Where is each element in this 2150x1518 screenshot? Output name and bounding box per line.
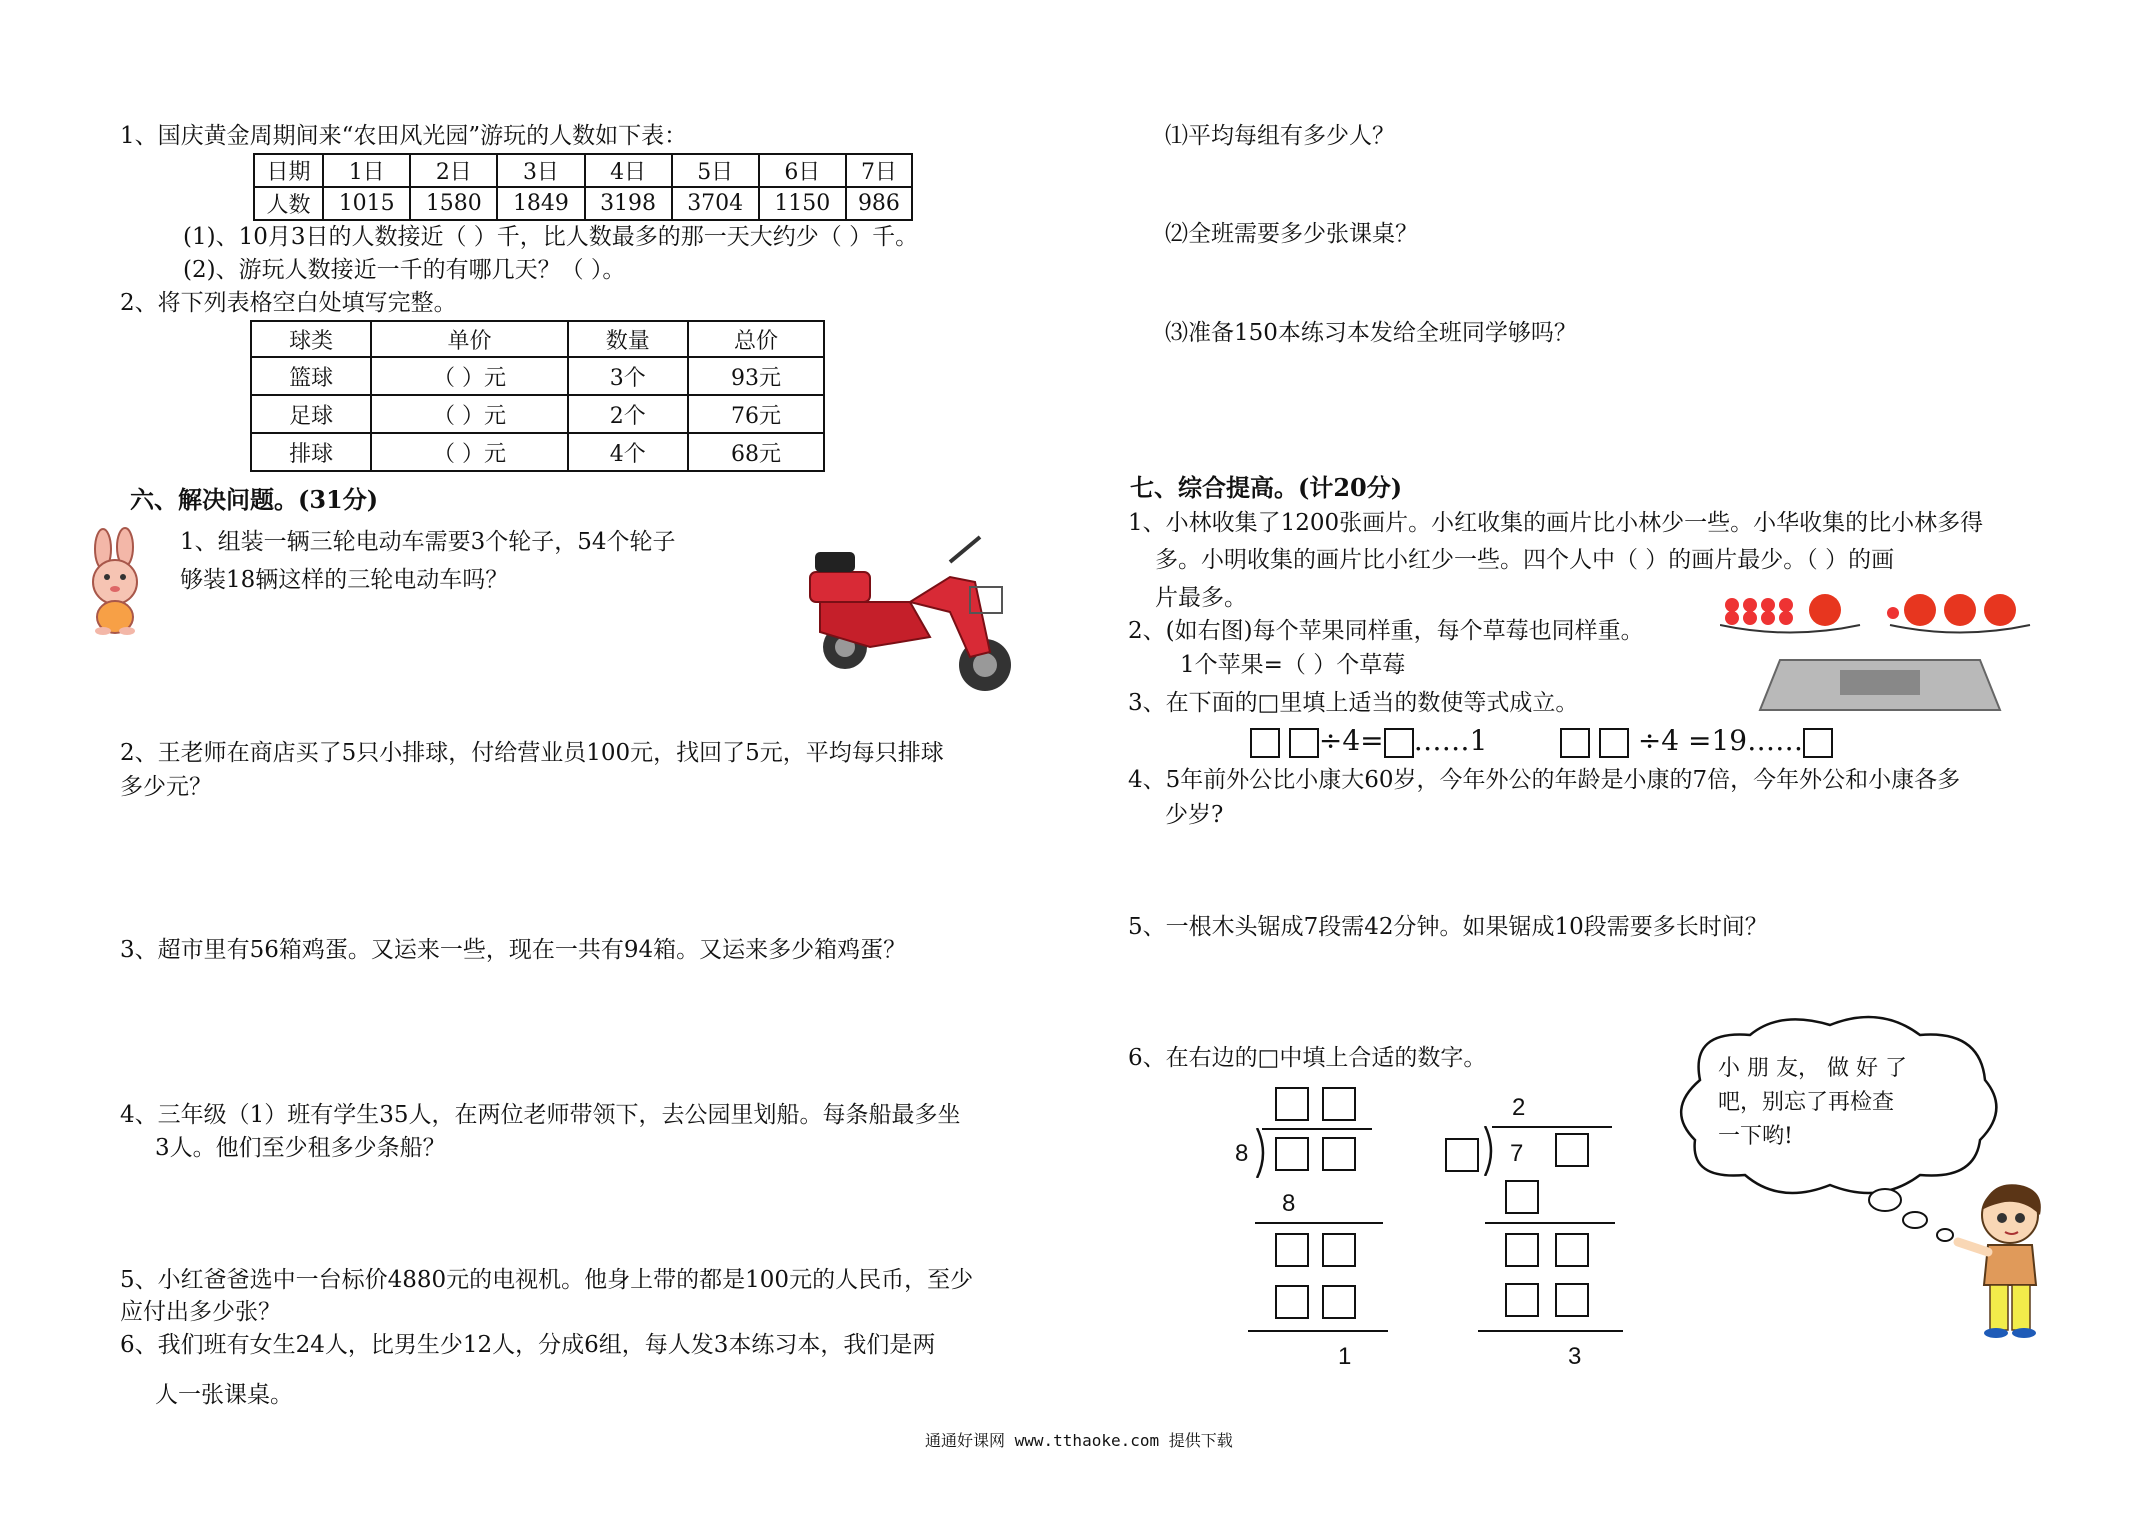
comprehensive-1-line-2: 多。小明收集的画片比小红少一些。四个人中（ ）的画片最少。（ ）的画 (1155, 547, 1895, 573)
problem-1-line-1: 1、组装一辆三轮电动车需要3个轮子，54个轮子 (180, 529, 676, 555)
table-cell: 1150 (759, 187, 846, 220)
balance-scale-illustration (1720, 585, 2040, 715)
question-1-sub-2: (2)、游玩人数接近一千的有哪几天？（ ）。 (183, 257, 626, 283)
division-line (1478, 1330, 1623, 1332)
equation-1 (1250, 724, 1487, 758)
division-line (1255, 1222, 1383, 1224)
equation-2 (1560, 724, 1833, 758)
footer-source: 通通好课网 www.tthaoke.com 提供下载 (925, 1431, 1233, 1450)
partial-product: 8 (1282, 1190, 1296, 1217)
comprehensive-2-line-1: 2、(如右图)每个苹果同样重，每个草莓也同样重。 (1128, 618, 1644, 644)
answer-box[interactable] (1322, 1285, 1356, 1319)
section-6-title: 六、解决问题。(31分) (130, 485, 379, 514)
table-cell: 1日 (323, 154, 410, 187)
answer-box[interactable] (1599, 728, 1629, 758)
table-cell: 76元 (688, 395, 824, 433)
table-cell: 2个 (568, 395, 688, 433)
table-cell: 日期 (254, 154, 323, 187)
table-cell: 4日 (585, 154, 672, 187)
table-cell: 1015 (323, 187, 410, 220)
comprehensive-4-line-1: 4、5年前外公比小康大60岁，今年外公的年龄是小康的7倍，今年外公和小康各多 (1128, 767, 1961, 793)
table-cell: 1580 (410, 187, 497, 220)
division-line (1485, 1222, 1615, 1224)
table-cell: 2日 (410, 154, 497, 187)
table-cell: 足球 (251, 395, 371, 433)
sub-question-3: ⑶准备150本练习本发给全班同学够吗？ (1165, 320, 1577, 346)
answer-box[interactable] (1322, 1087, 1356, 1121)
sub-question-2: ⑵全班需要多少张课桌？ (1165, 221, 1418, 247)
table-header-cell: 总价 (688, 321, 824, 357)
table-cell: 排球 (251, 433, 371, 471)
answer-box[interactable] (1275, 1087, 1309, 1121)
answer-box[interactable] (1445, 1138, 1479, 1172)
problem-6-line-1: 6、我们班有女生24人，比男生少12人，分成6组，每人发3本练习本，我们是两 (120, 1332, 936, 1358)
problem-5-line-2: 应付出多少张？ (120, 1299, 281, 1325)
section-7-title: 七、综合提高。(计20分) (1130, 473, 1403, 502)
rabbit-illustration (75, 527, 155, 637)
table-cell: 篮球 (251, 357, 371, 395)
answer-box[interactable] (1505, 1233, 1539, 1267)
equation-operator: ÷4= (1318, 724, 1384, 757)
answer-box[interactable] (1803, 728, 1833, 758)
table-cell: 5日 (672, 154, 759, 187)
answer-box[interactable] (1555, 1233, 1589, 1267)
comprehensive-3: 3、在下面的□里填上适当的数使等式成立。 (1128, 690, 1579, 716)
quotient-digit: 2 (1512, 1094, 1526, 1121)
problem-4-line-1: 4、三年级（1）班有学生35人，在两位老师带领下，去公园里划船。每条船最多坐 (120, 1102, 961, 1128)
bubble-text-line-1: 小 朋 友， 做 好 了 (1718, 1056, 1907, 1081)
answer-box[interactable] (1560, 728, 1590, 758)
visitors-table (253, 153, 913, 221)
divisor: 8 (1235, 1140, 1249, 1167)
division-bracket (1483, 1126, 1497, 1176)
problem-4-line-2: 3人。他们至少租多少条船？ (155, 1135, 446, 1161)
bubble-text-line-2: 吧，别忘了再检查 (1718, 1090, 1895, 1115)
table-cell: 6日 (759, 154, 846, 187)
table-cell: 3704 (672, 187, 759, 220)
bubble-text-line-3: 一下哟! (1718, 1124, 1793, 1149)
answer-box[interactable] (1505, 1283, 1539, 1317)
table-cell: 93元 (688, 357, 824, 395)
problem-2-line-1: 2、王老师在商店买了5只小排球，付给营业员100元，找回了5元，平均每只排球 (120, 740, 944, 766)
dividend-digit: 7 (1510, 1140, 1524, 1167)
comprehensive-1-line-3: 片最多。 (1155, 585, 1247, 611)
table-cell: 4个 (568, 433, 688, 471)
table-cell: 7日 (846, 154, 912, 187)
table-cell: 68元 (688, 433, 824, 471)
problem-6-line-2: 人一张课桌。 (155, 1382, 293, 1408)
problem-5-line-1: 5、小红爸爸选中一台标价4880元的电视机。他身上带的都是100元的人民币，至少 (120, 1267, 974, 1293)
answer-box[interactable] (1322, 1137, 1356, 1171)
table-header-cell: 单价 (371, 321, 567, 357)
division-bar (1262, 1128, 1372, 1130)
equation-operator: ÷4 =19…… (1637, 724, 1804, 757)
answer-box[interactable] (1505, 1180, 1539, 1214)
comprehensive-5: 5、一根木头锯成7段需42分钟。如果锯成10段需要多长时间？ (1128, 914, 1768, 940)
division-line (1248, 1330, 1388, 1332)
answer-box[interactable] (1384, 728, 1414, 758)
table-cell: 3个 (568, 357, 688, 395)
answer-box[interactable] (1275, 1233, 1309, 1267)
equation-remainder: ……1 (1413, 724, 1488, 757)
table-cell: 人数 (254, 187, 323, 220)
answer-box[interactable] (1250, 728, 1280, 758)
comprehensive-6: 6、在右边的□中填上合适的数字。 (1128, 1045, 1487, 1071)
answer-box[interactable] (1322, 1233, 1356, 1267)
table-header-cell: 数量 (568, 321, 688, 357)
comprehensive-4-line-2: 少岁? (1165, 802, 1224, 828)
answer-box[interactable] (1555, 1133, 1589, 1167)
electric-tricycle-illustration (800, 522, 1015, 697)
remainder: 1 (1338, 1343, 1352, 1370)
comprehensive-1-line-1: 1、小林收集了1200张画片。小红收集的画片比小林少一些。小华收集的比小林多得 (1128, 510, 1984, 536)
answer-box[interactable] (1275, 1137, 1309, 1171)
boy-illustration (1950, 1180, 2060, 1340)
table-cell: （ ）元 (371, 395, 567, 433)
table-cell: （ ）元 (371, 357, 567, 395)
ball-price-table (250, 320, 825, 472)
table-cell: （ ）元 (371, 433, 567, 471)
table-header-cell: 球类 (251, 321, 371, 357)
comprehensive-2-line-2: 1个苹果=（ ）个草莓 (1180, 652, 1406, 678)
question-1-title: 1、国庆黄金周期间来“农田风光园”游玩的人数如下表： (120, 123, 688, 149)
sub-question-1: ⑴平均每组有多少人？ (1165, 123, 1395, 149)
division-bar (1492, 1126, 1612, 1128)
table-cell: 3日 (497, 154, 584, 187)
question-1-sub-1: (1)、10月3日的人数接近（ ）千，比人数最多的那一天大约少（ ）千。 (183, 224, 919, 250)
table-cell: 3198 (585, 187, 672, 220)
problem-3: 3、超市里有56箱鸡蛋。又运来一些，现在一共有94箱。又运来多少箱鸡蛋？ (120, 937, 907, 963)
answer-box[interactable] (1275, 1285, 1309, 1319)
table-cell: 986 (846, 187, 912, 220)
table-cell: 1849 (497, 187, 584, 220)
question-2-title: 2、将下列表格空白处填写完整。 (120, 290, 457, 316)
remainder: 3 (1568, 1343, 1582, 1370)
answer-box[interactable] (1555, 1283, 1589, 1317)
problem-1-line-2: 够装18辆这样的三轮电动车吗？ (180, 567, 509, 593)
division-bracket (1255, 1128, 1269, 1178)
problem-2-line-2: 多少元？ (120, 774, 212, 800)
answer-box[interactable] (1289, 728, 1319, 758)
